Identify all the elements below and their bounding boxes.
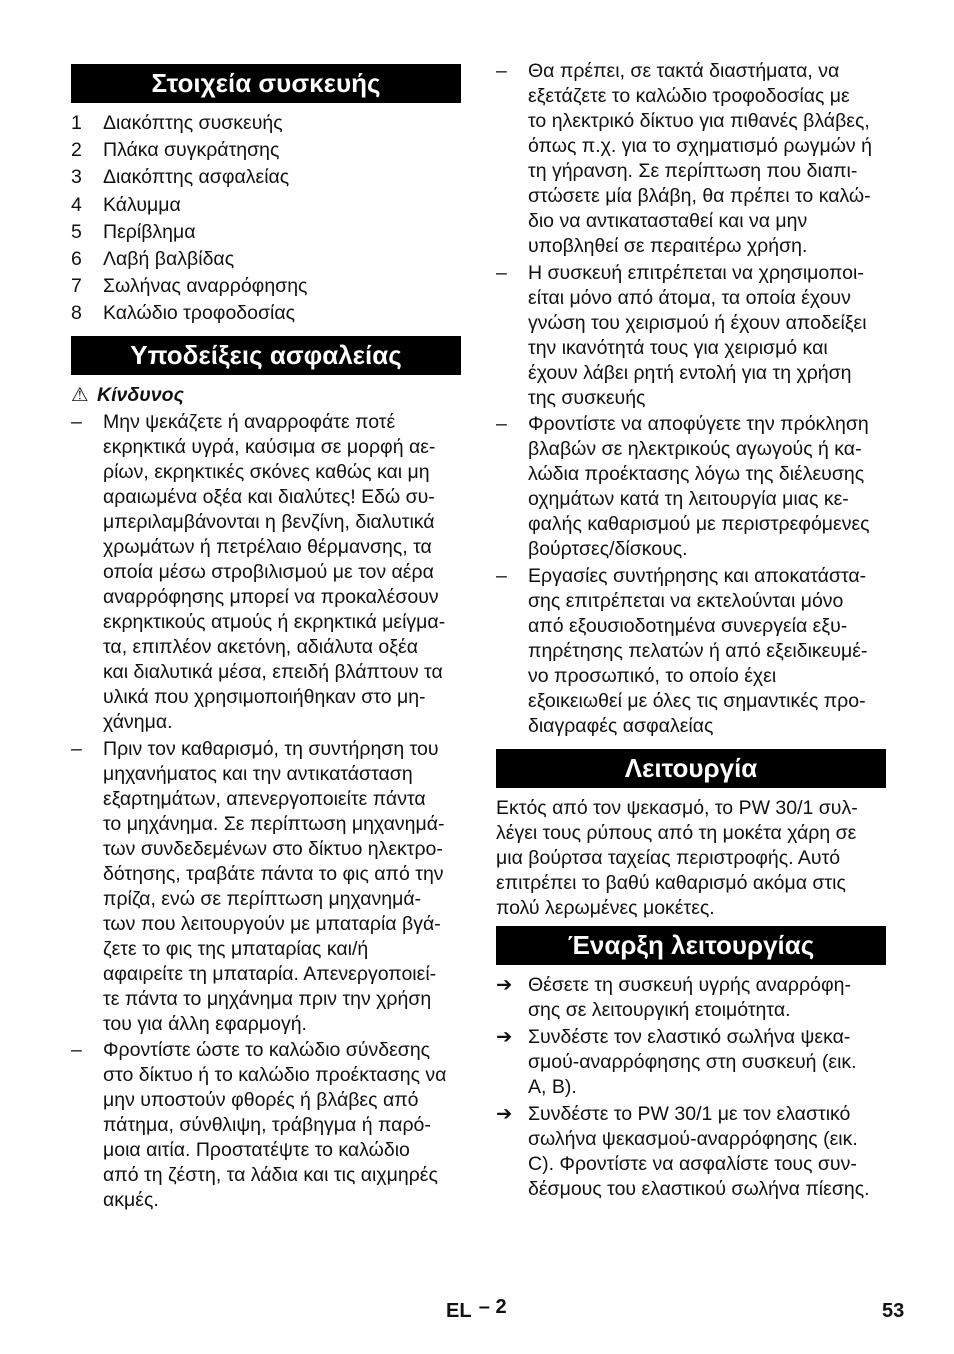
text-line: C). Φροντίστε να ασφαλίστε τους συν- [528, 1153, 857, 1175]
list-item-number: 7 [71, 275, 82, 298]
operation-paragraph [496, 796, 886, 921]
text-line: Συνδέστε το PW 30/1 με τον ελαστικό [528, 1103, 851, 1125]
heading-device-parts: Στοιχεία συσκευής [71, 64, 461, 103]
text-line: πολύ λερωμένες μοκέτες. [496, 897, 715, 919]
heading-start: Έναρξη λειτουργίας [496, 926, 886, 965]
text-line: οχημάτων κατά τη λειτουργία μιας κε- [528, 488, 849, 511]
page-number: 53 [882, 1300, 905, 1322]
list-item [71, 110, 461, 137]
list-item-number: 2 [71, 139, 82, 162]
text-line: από τη ζέστη, τα λάδια και τις αιχμηρές [103, 1164, 438, 1187]
list-item-text [528, 412, 888, 562]
text-line: Θέσετε τη συσκευή υγρής αναρρόφη- [528, 974, 851, 996]
list-item-text [103, 737, 463, 1037]
footer-lang: EL [446, 1300, 472, 1322]
text-line: μοια αιτία. Προστατέψτε το καλώδιο [103, 1139, 410, 1162]
list-item-label: Καλώδιο τροφοδοσίας [103, 302, 296, 325]
list-item-number: 4 [71, 193, 82, 216]
dash-marker: – [71, 411, 82, 433]
text-line: το ηλεκτρικό δίκτυο για πιθανές βλάβες, [528, 110, 870, 132]
text-line: λέγει τους ρύπους από τη μοκέτα χάρη σε [496, 822, 857, 844]
text-line: σμού-αναρρόφησης στη συσκευή (εικ. [528, 1051, 857, 1073]
parts-list [71, 110, 461, 328]
text-line: από εξουσιοδοτημένα συνεργεία εξυ- [528, 614, 848, 637]
text-line: χρωμάτων ή πετρέλαιο θέρμανσης, τα [103, 536, 432, 558]
text-line: δέσμους του ελαστικού σωλήνα πίεσης. [528, 1178, 870, 1200]
list-item-text [528, 59, 888, 259]
text-line: της συσκευής [528, 386, 646, 409]
list-item-number: 6 [71, 247, 82, 270]
text-line: πηρέτησης πελατών ή από εξειδικευμέ- [528, 639, 868, 662]
text-line: ρίων, εκρηκτικές σκόνες καθώς και μη [103, 461, 430, 483]
list-item-number: 3 [71, 166, 82, 189]
text-line: σης επιτρέπεται να εκτελούνται μόνο [528, 589, 844, 612]
dash-marker: – [71, 1039, 82, 1062]
text-line: διαγραφές ασφαλείας [528, 714, 714, 737]
list-item-label: Λαβή βαλβίδας [103, 247, 235, 270]
text-line: σης σε λειτουργική ετοιμότητα. [528, 999, 791, 1021]
list-item-text [528, 973, 888, 1023]
list-item-text [528, 564, 888, 739]
list-item-number: 5 [71, 220, 82, 243]
text-line: διο να αντικατασταθεί και να μην [528, 210, 808, 232]
dash-marker: – [496, 564, 507, 587]
list-item-number: 1 [71, 112, 82, 134]
text-line: των συνδεδεμένων στο δίκτυο ηλεκτρο- [103, 837, 443, 860]
text-line: αραιωμένα οξέα και διαλύτες! Εδώ συ- [103, 486, 435, 508]
text-line: τα, επιπλέον ακετόνη, αδιάλυτα οξέα [103, 636, 418, 658]
text-line: μην υποστούν φθορές ή βλάβες από [103, 1089, 419, 1112]
text-line: εξαρτημάτων, απενεργοποιείτε πάντα [103, 787, 426, 810]
list-item-text [528, 261, 888, 411]
arrow-icon: ➔ [496, 1103, 513, 1125]
list-item-text [103, 1038, 463, 1213]
list-item [71, 192, 461, 219]
text-line: χάνημα. [103, 711, 173, 733]
text-line: εξοικειωθεί με όλες τις σημαντικές προ- [528, 689, 866, 712]
text-line: Εργασίες συντήρησης και αποκατάστα- [528, 564, 867, 587]
danger-label [71, 383, 461, 408]
text-line: αφαιρείτε τη μπαταρία. Απενεργοποιεί- [103, 962, 437, 985]
text-line: Συνδέστε τον ελαστικό σωλήνα ψεκα- [528, 1026, 851, 1048]
text-line: λώδια προέκτασης λόγω της διέλευσης [528, 463, 865, 486]
text-line: των που λειτουργούν με μπαταρία βγά- [103, 912, 441, 935]
text-line: στώσετε μία βλάβη, θα πρέπει το καλώ- [528, 185, 871, 207]
footer-section: – 2 [478, 1296, 507, 1318]
text-line: και διαλυτικά μέσα, επειδή βλάπτουν τα [103, 661, 443, 683]
text-line: εκρηκτικά υγρά, καύσιμα σε μορφή αε- [103, 436, 436, 458]
text-line: βούρτσες/δίσκους. [528, 538, 688, 561]
text-line: Φροντίστε να αποφύγετε την πρόκληση [528, 413, 869, 436]
text-line: Θα πρέπει, σε τακτά διαστήματα, να [528, 60, 840, 82]
text-line: στο δίκτυο ή το καλώδιο προέκτασης να [103, 1064, 447, 1087]
list-item-text [528, 1102, 888, 1202]
list-item-label: Διακόπτης ασφαλείας [103, 166, 290, 189]
arrow-icon: ➔ [496, 1026, 513, 1048]
text-line: πρίζα, ενώ σε περίπτωση μηχανημά- [103, 887, 422, 910]
text-line: το μηχάνημα. Σε περίπτωση μηχανημά- [103, 812, 445, 835]
arrow-icon: ➔ [496, 974, 513, 996]
text-line: μηχανήματος και την αντικατάσταση [103, 762, 413, 785]
warning-triangle-icon: ⚠ [71, 384, 89, 406]
text-line: σωλήνα ψεκασμού-αναρρόφησης (εικ. [528, 1128, 858, 1150]
text-line: έχουν λάβει ρητή εντολή για τη χρήση [528, 361, 852, 384]
dash-marker: – [496, 413, 507, 436]
list-item [71, 164, 461, 191]
list-item [71, 137, 461, 164]
text-line: υλικά που χρησιμοποιήθηκαν στο μη- [103, 686, 426, 708]
text-line: γνώση του χειρισμού ή έχουν αποδείξει [528, 311, 867, 334]
text-line: φαλής καθαρισμού με περιστρεφόμενες [528, 513, 870, 536]
text-line: εκρηκτικούς ατμούς ή εκρηκτικά μείγμα- [103, 611, 446, 633]
list-item-label: Πλάκα συγκράτησης [103, 139, 280, 162]
dash-marker: – [71, 737, 82, 760]
footer-section-label [446, 1297, 507, 1325]
list-item-label: Κάλυμμα [103, 193, 181, 216]
text-line: αναρρόφησης μπορεί να προκαλέσουν [103, 586, 439, 608]
text-line: την ικανότητά τους για χειρισμό και [528, 336, 828, 359]
text-line: πάτημα, σύνθλιψη, τράβηγμα ή παρό- [103, 1114, 431, 1137]
text-line: νο προσωπικό, το οποίο έχει [528, 664, 777, 687]
list-item-text [103, 410, 463, 735]
text-line: μια βούρτσα ταχείας περιστροφής. Αυτό [496, 847, 841, 869]
list-item-number: 8 [71, 302, 82, 325]
text-line: Η συσκευή επιτρέπεται να χρησιμοποι- [528, 261, 864, 284]
text-line: Φροντίστε ώστε το καλώδιο σύνδεσης [103, 1039, 431, 1062]
text-line: ακμές. [103, 1189, 159, 1212]
text-line: μπεριλαμβάνονται η βενζίνη, διαλυτικά [103, 511, 435, 533]
list-item [71, 219, 461, 246]
text-line: όπως π.χ. για το σχηματισμό ρωγμών ή [528, 135, 872, 157]
danger-text: Κίνδυνος [97, 384, 184, 406]
list-item-label: Σωλήνας αναρρόφησης [103, 275, 308, 298]
text-line: υποβληθεί σε περαιτέρω χρήση. [528, 235, 808, 257]
text-line: εξετάζετε το καλώδιο τροφοδοσίας με [528, 85, 850, 107]
list-item-label: Περίβλημα [103, 220, 196, 243]
list-item [71, 300, 461, 327]
text-line: ζετε το φις της μπαταρίας και/ή [103, 937, 369, 960]
text-line: οποία μέσω στροβιλισμού με τον αέρα [103, 561, 434, 583]
text-line: του για άλλη εφαρμογή. [103, 1012, 307, 1035]
text-line: τη γήρανση. Σε περίπτωση που διαπι- [528, 160, 858, 182]
dash-marker: – [496, 261, 507, 284]
text-line: δότησης, τραβάτε πάντα το φις από την [103, 862, 444, 885]
list-item-text [528, 1025, 888, 1100]
list-item [71, 246, 461, 273]
dash-marker: – [496, 60, 507, 82]
list-item-label: Διακόπτης συσκευής [103, 112, 283, 134]
list-item [71, 273, 461, 300]
text-line: βλαβών σε ηλεκτρικούς αγωγούς ή κα- [528, 438, 862, 461]
text-line: Πριν τον καθαρισμό, τη συντήρηση του [103, 737, 439, 760]
text-line: επιτρέπει το βαθύ καθαρισμό ακόμα στις [496, 872, 846, 894]
heading-safety: Υποδείξεις ασφαλείας [71, 336, 461, 375]
heading-operation: Λειτουργία [496, 749, 886, 788]
text-line: Εκτός από τον ψεκασμό, το PW 30/1 συλ- [496, 797, 858, 819]
text-line: τε πάντα το μηχάνημα πριν την χρήση [103, 987, 432, 1010]
text-line: είται μόνο από άτομα, τα οποία έχουν [528, 286, 851, 309]
text-line: A, B). [528, 1076, 577, 1098]
text-line: Μην ψεκάζετε ή αναρροφάτε ποτέ [103, 411, 396, 433]
